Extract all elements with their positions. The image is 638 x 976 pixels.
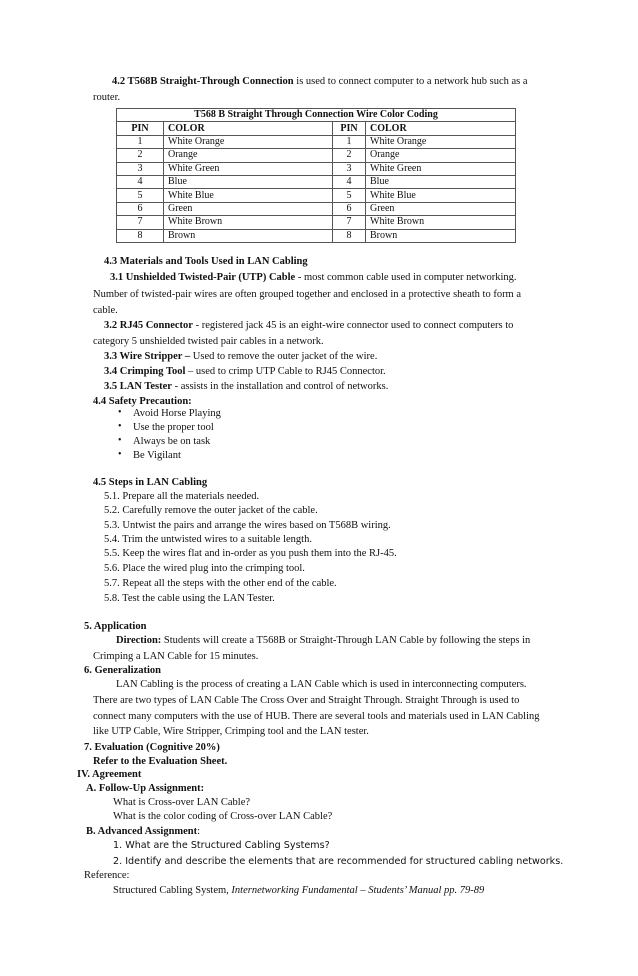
- table-header-row: [117, 122, 516, 135]
- table-row: [117, 162, 516, 175]
- generalization-text: There are two types of LAN Cable The Cross Over and Straight Through. Straight Through is used to: [93, 695, 520, 706]
- direction-line-2: Crimping a LAN Cable for 15 minutes.: [93, 651, 259, 662]
- utp-line: [110, 271, 517, 284]
- rj45-line-2: category 5 unshielded twisted pair cables in a network.: [93, 336, 324, 347]
- crimping-tool-text: – used to crimp UTP Cable to RJ45 Connector.: [185, 366, 386, 377]
- generalization-text: connect many computers with the use of HUB. There are several tools and materials used in LAN Cabling: [93, 711, 540, 722]
- reference-label: Reference:: [84, 870, 130, 881]
- section-4-5-heading: 4.5 Steps in LAN Cabling: [93, 477, 208, 488]
- table-cell: White Brown: [164, 216, 333, 229]
- bullet-icon: •: [118, 449, 122, 460]
- table-cell: 2: [117, 149, 164, 162]
- table-cell: 4: [117, 175, 164, 188]
- table-cell: Brown: [164, 229, 333, 242]
- utp-line-3: cable.: [93, 305, 118, 316]
- section-4-2-text: is used to connect computer to a network hub such as a: [293, 76, 528, 87]
- evaluation-heading: 7. Evaluation (Cognitive 20%): [84, 742, 220, 753]
- table-cell: White Brown: [366, 216, 516, 229]
- table-cell: 1: [333, 135, 366, 148]
- table-cell: 8: [333, 229, 366, 242]
- table-cell: Blue: [164, 175, 333, 188]
- table-cell: 6: [333, 202, 366, 215]
- table-header-color-2: COLOR: [366, 122, 516, 135]
- table-cell: White Green: [366, 162, 516, 175]
- table-cell: White Blue: [164, 189, 333, 202]
- table-cell: Orange: [164, 149, 333, 162]
- wire-color-table: [116, 108, 516, 243]
- table-row: [117, 202, 516, 215]
- table-cell: 3: [333, 162, 366, 175]
- section-4-2-line: [112, 75, 528, 88]
- lan-tester-line: [104, 380, 388, 393]
- table-cell: White Blue: [366, 189, 516, 202]
- table-caption: T568 B Straight Through Connection Wire Color Coding: [117, 109, 516, 122]
- generalization-heading: 6. Generalization: [84, 665, 161, 676]
- section-4-2-continuation: router.: [93, 92, 121, 103]
- rj45-text: - registered jack 45 is an eight-wire connector used to connect computers to: [192, 320, 514, 331]
- table-cell: 7: [117, 216, 164, 229]
- generalization-text: LAN Cabling is the process of creating a LAN Cable which is used in interconnecting computers.: [116, 679, 527, 690]
- follow-up-heading: A. Follow-Up Assignment:: [86, 783, 205, 794]
- lan-tester-text: - assists in the installation and control of networks.: [171, 381, 389, 392]
- safety-item: Use the proper tool: [133, 422, 214, 433]
- table-cell: 3: [117, 162, 164, 175]
- table-cell: 5: [117, 189, 164, 202]
- table-cell: Green: [164, 202, 333, 215]
- table-row: [117, 149, 516, 162]
- direction-label: Direction:: [116, 635, 162, 646]
- direction-text: Students will create a T568B or Straight-Through LAN Cable by following the steps in: [161, 635, 531, 646]
- step-item: 5.8. Test the cable using the LAN Tester.: [104, 593, 275, 604]
- table-header-pin-2: PIN: [333, 122, 366, 135]
- table-row: [117, 135, 516, 148]
- utp-label: 3.1 Unshielded Twisted-Pair (UTP) Cable: [110, 272, 296, 283]
- advanced-line: [86, 825, 200, 838]
- advanced-colon: :: [197, 826, 201, 837]
- table-row: [117, 216, 516, 229]
- section-4-3-heading: 4.3 Materials and Tools Used in LAN Cabling: [104, 256, 308, 267]
- step-item: 5.5. Keep the wires flat and in-order as you push them into the RJ-45.: [104, 548, 397, 559]
- wire-stripper-label: 3.3 Wire Stripper –: [104, 351, 191, 362]
- table-cell: Brown: [366, 229, 516, 242]
- crimping-tool-line: [104, 365, 386, 378]
- safety-item: Always be on task: [133, 436, 211, 447]
- table-row: [117, 175, 516, 188]
- table-cell: 5: [333, 189, 366, 202]
- bullet-icon: •: [118, 421, 122, 432]
- rj45-label: 3.2 RJ45 Connector: [104, 320, 193, 331]
- advanced-question: 1. What are the Structured Cabling Systems?: [113, 840, 330, 851]
- safety-item: Be Vigilant: [133, 450, 181, 461]
- step-item: 5.4. Trim the untwisted wires to a suitable length.: [104, 534, 312, 545]
- follow-up-question: What is the color coding of Cross-over LAN Cable?: [113, 811, 333, 822]
- bullet-icon: •: [118, 435, 122, 446]
- bullet-icon: •: [118, 407, 122, 418]
- lan-tester-label: 3.5 LAN Tester: [104, 381, 172, 392]
- generalization-text: like UTP Cable, Wire Stripper, Crimping tool and the LAN tester.: [93, 726, 369, 737]
- wire-stripper-line: [104, 350, 377, 363]
- table-row: [117, 229, 516, 242]
- agreement-heading: IV. Agreement: [77, 769, 142, 780]
- table-cell: 2: [333, 149, 366, 162]
- advanced-heading: B. Advanced Assignment: [86, 826, 198, 837]
- step-item: 5.7. Repeat all the steps with the other end of the cable.: [104, 578, 337, 589]
- table-cell: White Orange: [164, 135, 333, 148]
- reference-source: Internetworking Fundamental – Students’ Manual pp. 79-89: [231, 885, 485, 896]
- step-item: 5.2. Carefully remove the outer jacket of the cable.: [104, 505, 318, 516]
- table-cell: 8: [117, 229, 164, 242]
- reference-line: [113, 884, 484, 897]
- section-4-2-heading: 4.2 T568B Straight-Through Connection: [112, 76, 294, 87]
- evaluation-text: Refer to the Evaluation Sheet.: [93, 756, 228, 767]
- table-cell: White Orange: [366, 135, 516, 148]
- direction-line: [116, 634, 530, 647]
- wire-stripper-text: Used to remove the outer jacket of the wire.: [190, 351, 378, 362]
- table-cell: Green: [366, 202, 516, 215]
- table-cell: White Green: [164, 162, 333, 175]
- step-item: 5.3. Untwist the pairs and arrange the wires based on T568B wiring.: [104, 520, 391, 531]
- table-cell: Orange: [366, 149, 516, 162]
- section-4-4-heading: 4.4 Safety Precaution:: [93, 396, 192, 407]
- follow-up-question: What is Cross-over LAN Cable?: [113, 797, 251, 808]
- rj45-line: [104, 319, 513, 332]
- application-heading: 5. Application: [84, 621, 147, 632]
- step-item: 5.6. Place the wired plug into the crimping tool.: [104, 563, 305, 574]
- utp-line-2: Number of twisted-pair wires are often grouped together and enclosed in a protective sheath to form a: [93, 289, 522, 300]
- table-header-pin-1: PIN: [117, 122, 164, 135]
- table-cell: 6: [117, 202, 164, 215]
- reference-text: Structured Cabling System,: [113, 885, 232, 896]
- table-cell: 7: [333, 216, 366, 229]
- table-row: [117, 189, 516, 202]
- table-cell: Blue: [366, 175, 516, 188]
- table-cell: 1: [117, 135, 164, 148]
- step-item: 5.1. Prepare all the materials needed.: [104, 491, 260, 502]
- safety-item: Avoid Horse Playing: [133, 408, 221, 419]
- table-cell: 4: [333, 175, 366, 188]
- table-header-color-1: COLOR: [164, 122, 333, 135]
- advanced-question: 2. Identify and describe the elements that are recommended for structured cabling networks.: [113, 856, 564, 867]
- utp-text: - most common cable used in computer networking.: [295, 272, 517, 283]
- crimping-tool-label: 3.4 Crimping Tool: [104, 366, 186, 377]
